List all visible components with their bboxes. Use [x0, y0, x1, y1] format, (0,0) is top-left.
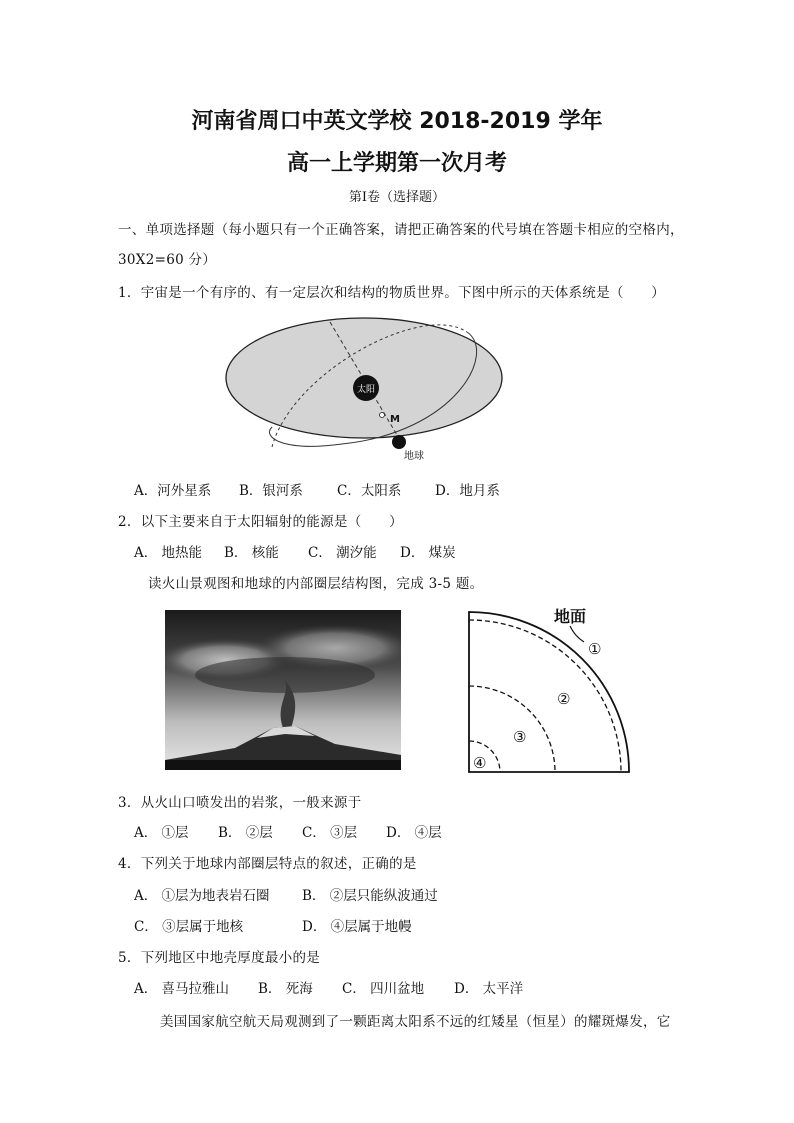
section-heading: 第Ⅰ卷（选择题）: [348, 190, 446, 205]
question-3-stem: 3．从火山口喷发出的岩浆，一般来源于: [118, 795, 362, 811]
q4-option-d: D． ④层属于地幔: [302, 919, 412, 935]
instructions-line-2: 30X2=60 分）: [118, 252, 217, 268]
q4-option-a: A． ①层为地表岩石圈: [134, 888, 270, 904]
exam-subtitle: 高一上学期第一次月考: [286, 151, 507, 176]
question-3-options: [134, 821, 442, 841]
volcano-photo: [165, 610, 401, 770]
earth-label: 地球: [404, 451, 424, 462]
question-4-options-row1: [134, 884, 438, 904]
instructions-line-1: 一、单项选择题（每小题只有一个正确答案，请把正确答案的代号填在答题卡相应的空格内，: [118, 222, 684, 238]
question-5-stem: 5．下列地区中地壳厚度最小的是: [118, 950, 321, 966]
layer-1-label: ①: [588, 640, 602, 658]
q5-option-a: A． 喜马拉雅山: [134, 981, 230, 997]
q3-option-d: D． ④层: [386, 825, 442, 841]
q1-option-c: C．太阳系: [337, 483, 402, 499]
exam-title: 河南省周口中英文学校 2018-2019 学年: [191, 109, 603, 134]
layer-4-label: ④: [473, 754, 487, 772]
question-1-options: [134, 479, 500, 499]
q5-option-d: D． 太平洋: [454, 981, 524, 997]
q3-option-a: A． ①层: [134, 825, 189, 841]
q1-option-b: B．银河系: [239, 483, 303, 499]
question-2-stem: 2．以下主要来自于太阳辐射的能源是（ ）: [118, 514, 403, 530]
surface-label: 地面: [554, 607, 587, 626]
surface-pointer: [570, 626, 584, 642]
q4-option-b: B． ②层只能纵波通过: [302, 888, 438, 904]
q3-option-c: C． ③层: [302, 825, 358, 841]
m-label: M: [390, 414, 400, 425]
reading-prompt: 读火山景观图和地球的内部圈层结构图，完成 3-5 题。: [148, 576, 484, 592]
q5-option-c: C． 四川盆地: [342, 981, 425, 997]
question-2-options: [134, 541, 456, 561]
earth-marker: [392, 435, 406, 449]
m-point: [380, 413, 385, 418]
solar-system-diagram: [222, 312, 522, 464]
sun-label: 太阳: [356, 385, 376, 395]
q2-option-c: C． 潮汐能: [308, 545, 377, 561]
earth-interior-diagram: [466, 600, 651, 776]
q3-option-b: B． ②层: [218, 825, 273, 841]
layer-2-label: ②: [557, 690, 571, 708]
q2-option-a: A． 地热能: [134, 545, 203, 561]
earth-quadrant-outline: [469, 612, 629, 772]
q1-option-a: A．河外星系: [134, 483, 212, 499]
question-4-options-row2: [134, 915, 412, 935]
question-1-stem: 1．宇宙是一个有序的、有一定层次和结构的物质世界。下图中所示的天体系统是（ ）: [118, 285, 666, 301]
q4-option-c: C． ③层属于地核: [134, 919, 244, 935]
question-5-options: [134, 977, 523, 997]
layer-3-label: ③: [513, 728, 527, 746]
q1-option-d: D．地月系: [435, 483, 500, 499]
question-4-stem: 4．下列关于地球内部圈层特点的叙述，正确的是: [118, 856, 417, 872]
q5-option-b: B． 死海: [258, 981, 313, 997]
passage-paragraph: 美国国家航空航天局观测到了一颗距离太阳系不远的红矮星（恒星）的耀斑爆发，它: [160, 1014, 671, 1030]
q2-option-d: D． 煤炭: [400, 545, 456, 561]
q2-option-b: B． 核能: [224, 545, 279, 561]
